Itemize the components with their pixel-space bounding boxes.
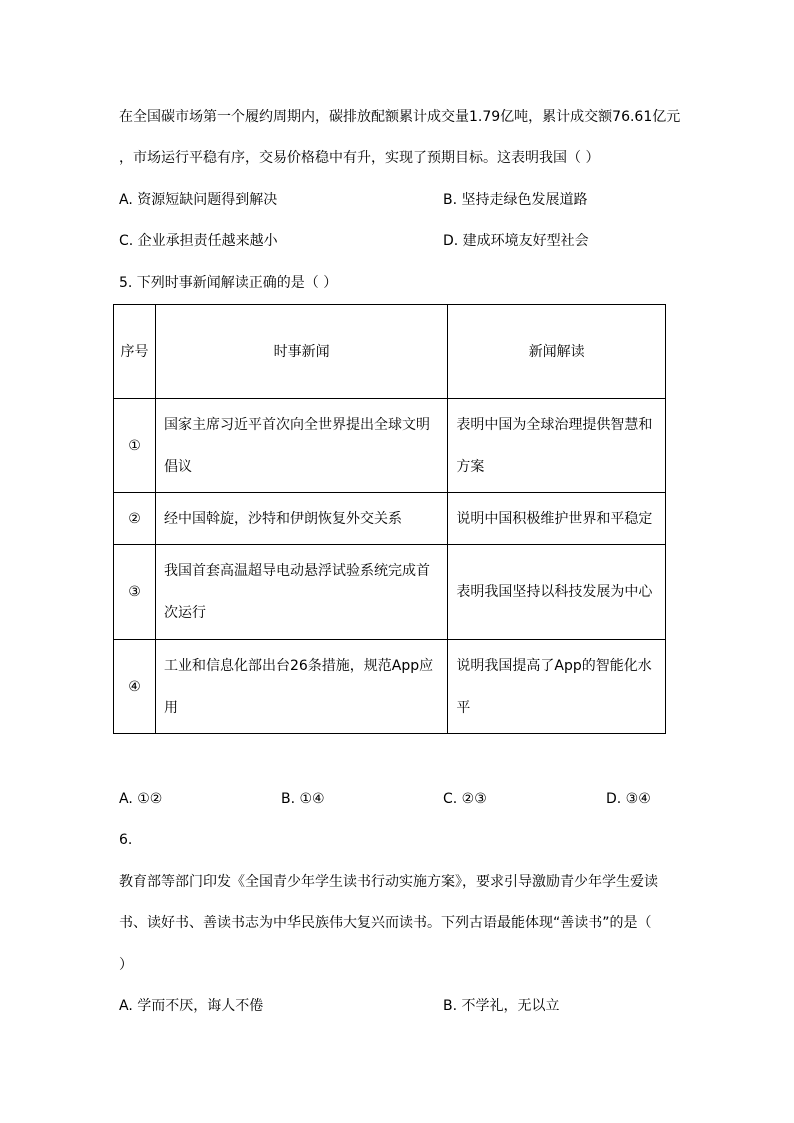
q6-option-a: A. 学而不厌，诲人不倦 xyxy=(119,998,264,1014)
q5-stem: 5. 下列时事新闻解读正确的是（ ） xyxy=(119,275,338,291)
q5-option-a: A. ①② xyxy=(119,791,163,807)
row-news: 国家主席习近平首次向全世界提出全球文明倡议 xyxy=(155,399,447,493)
table-row xyxy=(114,399,666,493)
row-no: ④ xyxy=(114,640,156,734)
news-table xyxy=(113,304,666,734)
row-news: 经中国斡旋，沙特和伊朗恢复外交关系 xyxy=(155,493,447,545)
row-news: 我国首套高温超导电动悬浮试验系统完成首次运行 xyxy=(155,545,447,640)
q5-option-d: D. ③④ xyxy=(606,791,651,807)
q4-option-c: C. 企业承担责任越来越小 xyxy=(119,233,278,249)
row-no: ② xyxy=(114,493,156,545)
row-no: ③ xyxy=(114,545,156,640)
row-no: ① xyxy=(114,399,156,493)
q6-stem-line3: ） xyxy=(119,957,133,973)
row-reading: 说明中国积极维护世界和平稳定 xyxy=(448,493,666,545)
table-header-row xyxy=(114,305,666,399)
table-row xyxy=(114,545,666,640)
q4-option-a: A. 资源短缺问题得到解决 xyxy=(119,192,278,208)
q6-stem-line1: 教育部等部门印发《全国青少年学生读书行动实施方案》，要求引导激励青少年学生爱读 xyxy=(119,874,658,890)
q4-stem-line1: 在全国碳市场第一个履约周期内，碳排放配额累计成交量1.79亿吨，累计成交额76.61亿元 xyxy=(119,109,681,125)
table-row xyxy=(114,493,666,545)
q4-stem-line2: ，市场运行平稳有序，交易价格稳中有升，实现了预期目标。这表明我国（ ） xyxy=(119,150,600,166)
q6-stem-line2: 书、读好书、善读书志为中华民族伟大复兴而读书。下列古语最能体现“善读书”的是（ xyxy=(119,915,652,931)
q4-option-b: B. 坚持走绿色发展道路 xyxy=(443,192,588,208)
q6-number: 6. xyxy=(119,832,133,848)
q5-option-b: B. ①④ xyxy=(281,791,325,807)
row-reading: 表明中国为全球治理提供智慧和方案 xyxy=(448,399,666,493)
header-reading: 新闻解读 xyxy=(448,305,666,399)
q6-option-b: B. 不学礼，无以立 xyxy=(443,998,560,1014)
row-reading: 表明我国坚持以科技发展为中心 xyxy=(448,545,666,640)
header-no: 序号 xyxy=(114,305,156,399)
table-row xyxy=(114,640,666,734)
row-news: 工业和信息化部出台26条措施，规范App应用 xyxy=(155,640,447,734)
header-news: 时事新闻 xyxy=(155,305,447,399)
row-reading: 说明我国提高了App的智能化水平 xyxy=(448,640,666,734)
q4-option-d: D. 建成环境友好型社会 xyxy=(443,233,589,249)
q5-option-c: C. ②③ xyxy=(443,791,487,807)
